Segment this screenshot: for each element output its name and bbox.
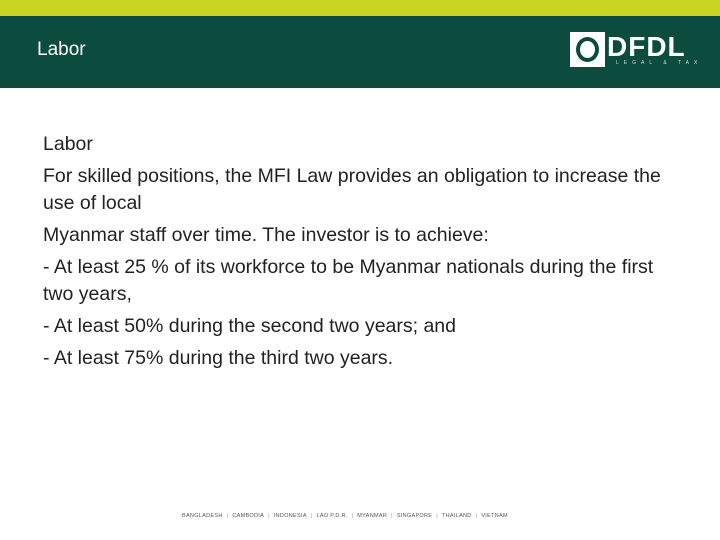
- footer-country: THAILAND: [441, 513, 472, 519]
- body-paragraph: For skilled positions, the MFI Law provides an obligation to increase the use of local: [43, 165, 661, 214]
- footer-country: INDONESIA: [273, 513, 307, 519]
- footer-country: CAMBODIA: [232, 513, 265, 519]
- logo-badge-icon: [570, 32, 605, 67]
- footer-separator: |: [351, 513, 354, 519]
- bullet-item: - At least 25 % of its workforce to be Myanmar nationals during the first two years,: [43, 256, 654, 305]
- body-heading: Labor: [43, 133, 93, 155]
- footer-country: LAO P.D.R.: [316, 513, 348, 519]
- slide-body: [43, 131, 683, 377]
- footer-separator: |: [391, 513, 393, 519]
- bullet-item: - At least 75% during the third two years.: [43, 347, 394, 369]
- logo-text: DFDL: [607, 31, 686, 62]
- accent-stripe: [0, 0, 720, 16]
- dfdl-logo: [570, 31, 703, 68]
- footer-separator: |: [436, 513, 438, 519]
- footer-country: VIETNAM: [481, 513, 508, 519]
- footer-separator: |: [268, 513, 270, 519]
- footer-country: MYANMAR: [357, 513, 388, 519]
- footer-country: SINGAPORE: [396, 513, 433, 519]
- footer-separator: |: [226, 513, 229, 519]
- logo-subtext: LEGAL & TAX: [616, 60, 703, 66]
- footer-separator: |: [310, 513, 313, 519]
- footer-country-list: [182, 513, 508, 519]
- body-paragraph: Myanmar staff over time. The investor is to achieve:: [43, 224, 489, 246]
- slide-title: Labor: [37, 39, 86, 60]
- footer-country: BANGLADESH: [182, 513, 223, 519]
- bullet-item: - At least 50% during the second two years; and: [43, 315, 456, 337]
- footer-separator: |: [475, 513, 478, 519]
